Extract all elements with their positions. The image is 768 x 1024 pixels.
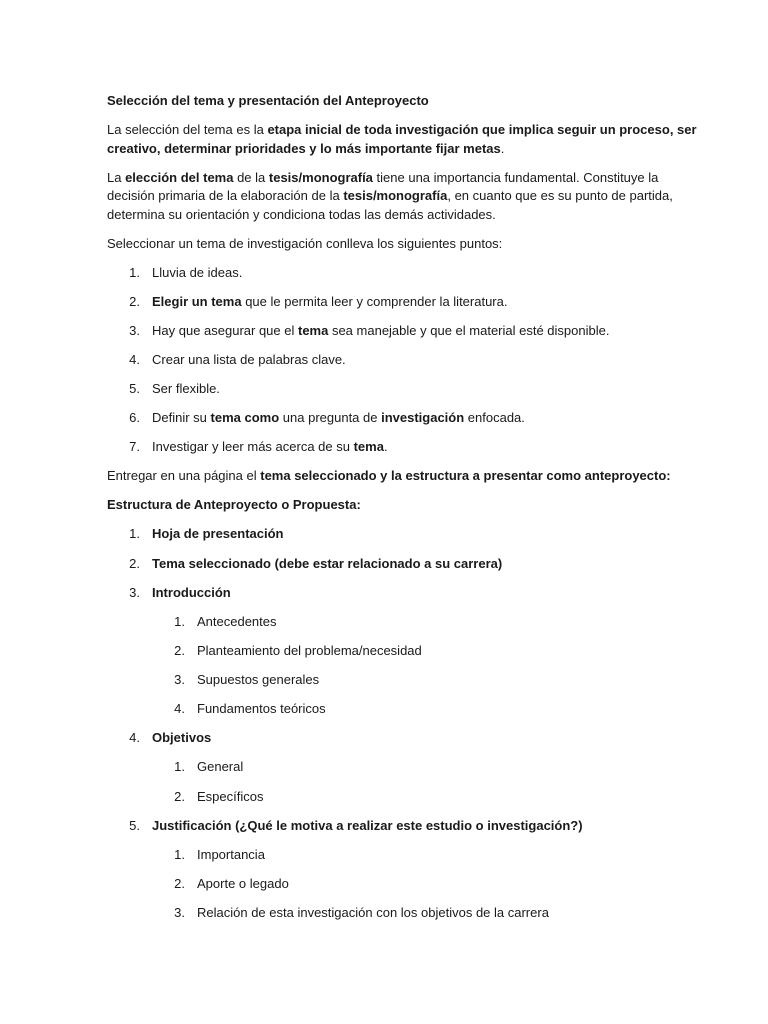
sublist-number: 2. bbox=[174, 876, 185, 891]
sublist-number: 4. bbox=[174, 701, 185, 716]
sublist-number: 2. bbox=[174, 643, 185, 658]
list-number: 6. bbox=[129, 410, 140, 425]
list-item: Definir su tema como una pregunta de investigación enfocada. bbox=[152, 410, 525, 425]
sublist-item: Relación de esta investigación con los objetivos de la carrera bbox=[197, 905, 549, 920]
paragraph-2-line-2: decisión primaria de la elaboración de la tesis/monografía, en cuanto que es su punto de partida, bbox=[107, 188, 673, 203]
list-item: Tema seleccionado (debe estar relacionado a su carrera) bbox=[152, 556, 503, 571]
list-item: Crear una lista de palabras clave. bbox=[152, 352, 346, 367]
paragraph-4: Entregar en una página el tema seleccionado y la estructura a presentar como anteproyecto: bbox=[107, 468, 671, 483]
list-number: 3. bbox=[129, 323, 140, 338]
list-number: 2. bbox=[129, 294, 140, 309]
sublist-number: 1. bbox=[174, 759, 185, 774]
structure-heading: Estructura de Anteproyecto o Propuesta: bbox=[107, 497, 361, 512]
paragraph-1-line-2: creativo, determinar prioridades y lo más importante fijar metas. bbox=[107, 141, 505, 156]
sublist-item: Planteamiento del problema/necesidad bbox=[197, 643, 422, 658]
sublist-item: Fundamentos teóricos bbox=[197, 701, 326, 716]
sublist-item: Aporte o legado bbox=[197, 876, 289, 891]
list-number: 1. bbox=[129, 265, 140, 280]
list-number: 2. bbox=[129, 556, 140, 571]
paragraph-1-line-1: La selección del tema es la etapa inicial de toda investigación que implica seguir un proceso, ser bbox=[107, 122, 697, 137]
sublist-number: 2. bbox=[174, 789, 185, 804]
list-item: Hay que asegurar que el tema sea manejable y que el material esté disponible. bbox=[152, 323, 610, 338]
list-item: Elegir un tema que le permita leer y comprender la literatura. bbox=[152, 294, 508, 309]
sublist-item: Importancia bbox=[197, 847, 265, 862]
list-item: Introducción bbox=[152, 585, 231, 600]
paragraph-2-line-3: determina su orientación y condiciona todas las demás actividades. bbox=[107, 207, 496, 222]
list-item: Objetivos bbox=[152, 730, 212, 745]
list-number: 5. bbox=[129, 381, 140, 396]
list-item: Hoja de presentación bbox=[152, 526, 284, 541]
list-item: Justificación (¿Qué le motiva a realizar este estudio o investigación?) bbox=[152, 818, 583, 833]
sublist-number: 1. bbox=[174, 847, 185, 862]
paragraph-2-line-1: La elección del tema de la tesis/monografía tiene una importancia fundamental. Constituye la bbox=[107, 170, 659, 185]
list-number: 7. bbox=[129, 439, 140, 454]
sublist-number: 3. bbox=[174, 905, 185, 920]
list-number: 5. bbox=[129, 818, 140, 833]
sublist-item: Específicos bbox=[197, 789, 264, 804]
list-number: 4. bbox=[129, 352, 140, 367]
list-item: Ser flexible. bbox=[152, 381, 220, 396]
list-number: 1. bbox=[129, 526, 140, 541]
list-item: Lluvia de ideas. bbox=[152, 265, 243, 280]
list-number: 3. bbox=[129, 585, 140, 600]
sublist-item: General bbox=[197, 759, 244, 774]
list-number: 4. bbox=[129, 730, 140, 745]
sublist-item: Antecedentes bbox=[197, 614, 277, 629]
paragraph-3: Seleccionar un tema de investigación conlleva los siguientes puntos: bbox=[107, 236, 503, 251]
sublist-item: Supuestos generales bbox=[197, 672, 320, 687]
sublist-number: 3. bbox=[174, 672, 185, 687]
document-title: Selección del tema y presentación del Anteproyecto bbox=[107, 93, 429, 108]
list-item: Investigar y leer más acerca de su tema. bbox=[152, 439, 388, 454]
sublist-number: 1. bbox=[174, 614, 185, 629]
